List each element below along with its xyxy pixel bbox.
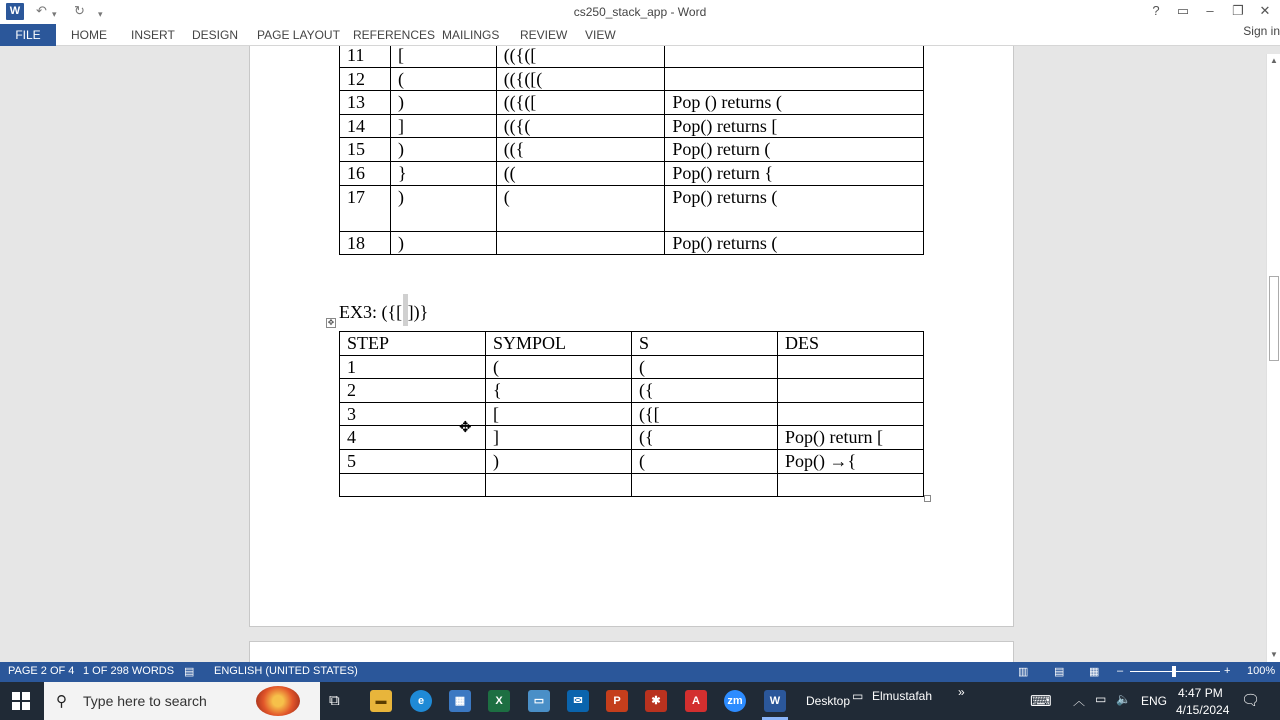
table-cell[interactable] (778, 473, 924, 497)
table-cell[interactable]: ) (390, 231, 496, 255)
tab-insert[interactable]: INSERT (131, 28, 175, 42)
table-cell[interactable]: ) (486, 449, 632, 473)
table-row (340, 402, 924, 426)
title-bar (0, 0, 1280, 24)
undo-icon[interactable]: ↶ (36, 3, 47, 18)
table-cell[interactable] (496, 231, 665, 255)
table-cell[interactable] (632, 473, 778, 497)
web-layout-icon[interactable]: ▦ (1089, 666, 1100, 678)
table-cell[interactable]: ] (390, 114, 496, 138)
table-cell[interactable]: ({ (632, 379, 778, 403)
zoom-in-button[interactable]: + (1224, 665, 1231, 677)
keyboard-icon[interactable]: ⌨ (1030, 693, 1052, 710)
tab-review[interactable]: REVIEW (520, 28, 568, 42)
powerpoint-icon[interactable]: P (606, 690, 628, 712)
document-page[interactable] (249, 46, 1014, 627)
table-cell[interactable]: { (486, 379, 632, 403)
acrobat-icon[interactable]: A (685, 690, 707, 712)
table-cell[interactable]: 1 (340, 355, 486, 379)
edge-browser-icon[interactable]: e (410, 690, 432, 712)
table-cell[interactable]: 4 (340, 426, 486, 450)
table-row (340, 379, 924, 403)
zoom-app-icon[interactable]: zm (724, 690, 746, 712)
table-cell[interactable] (778, 355, 924, 379)
tab-home[interactable]: HOME (71, 28, 107, 42)
mail-icon[interactable]: ✉ (567, 690, 589, 712)
stack-trace-table-ex2 (339, 46, 924, 255)
table-cell[interactable]: Pop () returns ( (665, 91, 924, 115)
table-cell[interactable]: (({([ (496, 91, 665, 115)
table-resize-handle[interactable] (924, 495, 931, 502)
table-header-cell[interactable]: STEP (340, 332, 486, 356)
customize-toolbar-icon[interactable]: ▾ (98, 9, 103, 19)
table-cell[interactable]: 14 (340, 114, 391, 138)
table-cell[interactable]: Pop() return [ (778, 426, 924, 450)
folder-icon[interactable]: ▭ (852, 689, 864, 703)
table-cell[interactable] (778, 379, 924, 403)
table-cell[interactable]: 16 (340, 161, 391, 185)
table-cell[interactable] (340, 473, 486, 497)
status-bar (0, 662, 1280, 682)
table-row (340, 138, 924, 162)
minimize-button[interactable]: – (1206, 3, 1214, 18)
microsoft-store-icon[interactable]: ▦ (449, 690, 471, 712)
table-cell[interactable] (665, 67, 924, 91)
table-cell[interactable] (486, 473, 632, 497)
proofing-icon[interactable]: ▤ (184, 666, 195, 678)
volume-icon[interactable]: 🔈 (1116, 692, 1131, 706)
table-row (340, 426, 924, 450)
vertical-scrollbar[interactable] (1266, 54, 1280, 662)
table-row (340, 231, 924, 255)
toolbar-overflow-icon[interactable]: » (958, 685, 965, 699)
tab-file[interactable]: FILE (0, 24, 56, 46)
word-count[interactable]: 1 OF 298 WORDS (83, 665, 175, 677)
user-folder-label[interactable]: Elmustafah (872, 689, 933, 703)
word-app-icon[interactable]: W (6, 3, 24, 20)
table-cell[interactable]: 11 (340, 46, 391, 67)
sign-in-link[interactable]: Sign in (1243, 24, 1280, 38)
language-indicator[interactable]: ENGLISH (UNITED STATES) (214, 665, 358, 677)
zoom-level[interactable]: 100% (1247, 665, 1276, 677)
scroll-down-arrow-icon[interactable]: ▼ (1270, 650, 1278, 659)
table-header-cell[interactable]: DES (778, 332, 924, 356)
table-cell[interactable]: ) (390, 185, 496, 231)
task-view-icon[interactable]: ⧉ (329, 692, 340, 709)
print-layout-icon[interactable]: ▤ (1054, 666, 1065, 678)
table-cell[interactable]: ({ (632, 426, 778, 450)
scroll-thumb[interactable] (1269, 276, 1279, 361)
table-cell[interactable]: ( (390, 67, 496, 91)
ex3-label (339, 294, 428, 326)
search-highlight-flower-icon (256, 686, 300, 716)
table-row (340, 473, 924, 497)
table-cell[interactable]: 5 (340, 449, 486, 473)
table-cell[interactable]: (( (496, 161, 665, 185)
table-cell[interactable]: ({[ (632, 402, 778, 426)
search-icon: ⚲ (56, 693, 67, 710)
close-button[interactable]: ✕ (1259, 3, 1271, 18)
table-cell[interactable]: (({([ (496, 46, 665, 67)
table-cell[interactable]: Pop() return { (665, 161, 924, 185)
ex3-label-text: EX3: ({[ (339, 302, 403, 322)
start-button-windows-icon[interactable] (12, 692, 30, 710)
file-explorer-icon[interactable]: ▬ (370, 690, 392, 712)
input-language[interactable]: ENG (1141, 694, 1168, 708)
table-cell[interactable]: Pop() →{ (778, 449, 924, 473)
table-cell[interactable]: (({( (496, 114, 665, 138)
table-row (340, 161, 924, 185)
table-cell[interactable]: ( (632, 449, 778, 473)
stack-trace-table-ex3 (339, 331, 924, 497)
clock-time[interactable]: 4:47 PM (1178, 686, 1223, 700)
table-cell[interactable]: 15 (340, 138, 391, 162)
ribbon-tabs (0, 24, 1280, 46)
undo-dropdown-icon[interactable]: ▾ (52, 9, 57, 19)
table-cell[interactable]: Pop() returns [ (665, 114, 924, 138)
search-placeholder: Type here to search (83, 693, 207, 709)
redo-icon[interactable]: ↻ (74, 3, 85, 18)
tab-references[interactable]: REFERENCES (353, 28, 436, 42)
table-row (340, 355, 924, 379)
table-move-handle-icon[interactable]: ✥ (327, 318, 335, 327)
move-cursor-icon: ✥ (459, 420, 472, 436)
table-header-row (340, 332, 924, 356)
table-row (340, 46, 924, 67)
table-cell[interactable]: 13 (340, 91, 391, 115)
table-row (340, 114, 924, 138)
table-cell[interactable]: Pop() returns ( (665, 231, 924, 255)
table-cell[interactable]: ( (496, 185, 665, 231)
table-cell[interactable]: (({ (496, 138, 665, 162)
table-cell[interactable] (665, 46, 924, 67)
restore-button[interactable]: ❐ (1232, 3, 1244, 18)
show-hidden-icons-chevron-icon[interactable]: ︿ (1073, 694, 1086, 708)
excel-icon[interactable]: X (488, 690, 510, 712)
table-header-cell[interactable]: SYMPOL (486, 332, 632, 356)
table-row (340, 185, 924, 231)
table-cell[interactable]: ( (486, 355, 632, 379)
battery-icon[interactable]: ▭ (1095, 692, 1107, 706)
table-cell[interactable]: ] (486, 426, 632, 450)
taskbar-search-box[interactable] (44, 682, 320, 720)
table-cell[interactable]: ( (632, 355, 778, 379)
remote-desktop-icon[interactable]: ▭ (528, 690, 550, 712)
desktop-toolbar[interactable]: Desktop (806, 694, 851, 708)
table-cell[interactable]: ) (390, 138, 496, 162)
tab-design[interactable]: DESIGN (192, 28, 239, 42)
window-title: cs250_stack_app - Word (573, 5, 707, 19)
table-row (340, 67, 924, 91)
help-icon[interactable]: ? (1152, 3, 1160, 18)
page-count[interactable]: PAGE 2 OF 4 (8, 665, 75, 677)
tab-view[interactable]: VIEW (585, 28, 616, 42)
ribbon-display-options-icon[interactable]: ▭ (1176, 3, 1190, 18)
notifications-icon[interactable]: 🗨 (1241, 692, 1261, 709)
table-cell[interactable]: 18 (340, 231, 391, 255)
table-cell[interactable]: ) (390, 91, 496, 115)
tab-page-layout[interactable]: PAGE LAYOUT (257, 28, 340, 42)
table-header-cell[interactable]: S (632, 332, 778, 356)
table-cell[interactable]: 12 (340, 67, 391, 91)
table-cell[interactable] (778, 402, 924, 426)
clock-date[interactable]: 4/15/2024 (1176, 703, 1230, 717)
table-cell[interactable]: [ (486, 402, 632, 426)
document-workspace (0, 46, 1266, 662)
table-cell[interactable]: [ (390, 46, 496, 67)
table-cell[interactable]: (({([( (496, 67, 665, 91)
word-taskbar-icon[interactable]: W (764, 690, 786, 712)
document-page-next[interactable] (249, 641, 1014, 662)
windows-taskbar (0, 682, 1280, 720)
scroll-up-arrow-icon[interactable]: ▲ (1270, 56, 1278, 65)
ex3-label-text-end: ])} (407, 302, 429, 322)
table-cell[interactable]: Pop() returns ( (665, 185, 924, 231)
table-row (340, 449, 924, 473)
zoom-out-button[interactable]: – (1117, 665, 1124, 677)
table-cell[interactable]: 3 (340, 402, 486, 426)
table-cell[interactable]: Pop() return ( (665, 138, 924, 162)
table-cell[interactable]: } (390, 161, 496, 185)
gear-app-icon[interactable]: ✱ (645, 690, 667, 712)
tab-mailings[interactable]: MAILINGS (442, 28, 500, 42)
zoom-slider-thumb[interactable] (1172, 666, 1176, 677)
read-mode-icon[interactable]: ▥ (1018, 666, 1029, 678)
table-row (340, 91, 924, 115)
table-cell[interactable]: 17 (340, 185, 391, 231)
table-cell[interactable]: 2 (340, 379, 486, 403)
